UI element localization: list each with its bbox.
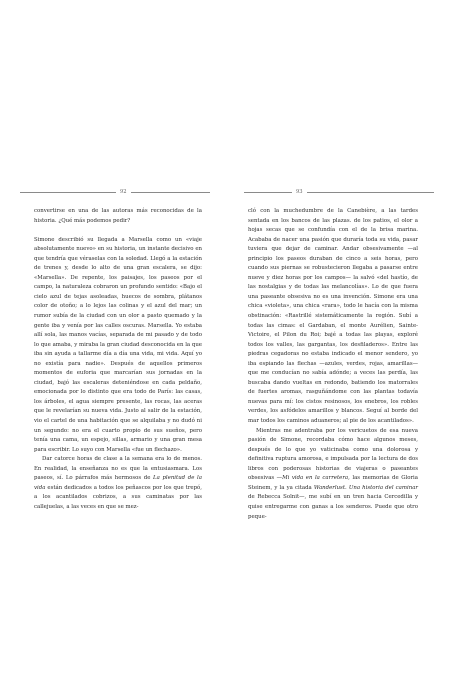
paragraph xyxy=(34,236,202,456)
header-rule xyxy=(307,192,434,193)
text-run: , las memorias de Gloria Steinem, y la ya citada xyxy=(248,475,418,491)
text-run: Dar catorce horas de clase a la semana era lo de menos. En realidad, la enseñanza no es que la entusiasmara. Los paseos, sí. Lo párrafos más hermosos de xyxy=(34,456,202,482)
right-page-header xyxy=(244,189,434,195)
paragraph xyxy=(248,427,418,522)
right-page xyxy=(226,0,452,698)
header-rule xyxy=(20,192,116,193)
text-run: cló con la muchedumbre de la Canebière, a las tardes sentada en los bancos de las plazas. de los patios, el olor a hojas secas que se confundía con el de la brisa marina. Acababa de nacer una pasión que duraría toda su vida, pasar tuviera que dejar de caminar. Andar obsesivamente —al principio los paseos duraban de cinco a seis horas, pero cuando sus piernas se robustecieron llegaba a pasarse entre nueve y diez horas por los campos— la salvó «del hastío, de las nostalgias y de todas las melancolías». Lo de que fuera una paseante obsesiva no es una invención. Simone era una chica «violeta», una chica «rara», todo le hacía con la misma obstinación: «Rastrillé sistemáticamente la región. Subí a todas las cimas: el Gardaban, el monte Aurélien, Sainte-Victoire, el Pilon du Roi; bajé a todas las playas, exploré todos los valles, las gargantas, los desfiladeros». Entre las piedras cegadoras no estaba indicado el menor sendero, yo iba espiando las flechas —azules, verdes, rojas, amarillas— que me conducían no sabía adónde; a veces las perdía, las buscaba dando vueltas en redondo, batiendo los matorrales de fuertes aromas, rasguñándome con las plantas todavía nuevas para mí: los cistos resinosos, los enebros, los robles verdes, los asfódelos amarillos y blancos. Seguí al borde del mar todos los caminos aduaneros; al pie de los acantilados». xyxy=(248,208,418,425)
left-page-body xyxy=(34,207,202,513)
header-rule xyxy=(131,192,210,193)
italic-title: La plenitud de la vida xyxy=(34,475,202,491)
text-run: están dedicados a todos los peñascos por los que trepó, a los acantilados cobrizos, a sus caminatas por las callejuelas, a las veces en que se mez- xyxy=(34,484,202,510)
italic-title: Mi vida en la carretera xyxy=(282,475,349,482)
text-run: de Rebecca Solnit—, me subí en un tren hacia Cercedilla y quise entregarme con ganas a los senderos. Puede que otro peque- xyxy=(248,494,418,520)
text-run: convertirse en una de las autoras más reconocidas de la historia. ¿Qué más podemos pedir? xyxy=(34,208,202,224)
right-page-body xyxy=(248,207,418,522)
paragraph xyxy=(248,207,418,427)
paragraph xyxy=(34,455,202,512)
text-run: Simone describió su llegada a Marsella como un «viaje absolutamente nuevo» en su historia, un instante decisivo en que tendría que véraselas con la soledad. Llegó a la estación de trenes y, desde lo alto de una gran escalera, se dijo: «Marsella». De repente, los paisajes, los paseos por el campo, la naturaleza cobraron un profundo sentido: «Bajo el cielo azul de tejas asoleadas, huecos de sombra, plátanos color de otoño; a lo lejos las colinas y el azul del mar; un rumor subía de la ciudad con un olor a pasto quemado y la gente iba y venía por las calles oscuras. Marsella. Yo estaba allí sola, las manos vacías, separada de mi pasado y de todo lo que amaba, y miraba la gran ciudad desconocida en la que iba sin ayuda a tallarme día a día una vida, mi vida. Aquí yo no existía para nadie». Después de aquellos primeros momentos de euforia que marcarían sus jornadas en la ciudad, bajó las escaleras deteniéndose en cada peldaño, emocionada por lo distinto que era todo de París: las casas, los árboles, el agua siempre presente, las rocas, las aceras que le revelarían su nueva vida. Justo al salir de la estación, vio el cartel de una habitación que se alquilaba y no dudó ni un segundo: no era el cuarto propio de sus sueños, pero tenía una cama, un espejo, sillas, armario y una gran mesa para escribir. Lo suyo con Marsella «fue un flechazo». xyxy=(34,236,202,453)
text-run: Mientras me adentraba por los vericuetos de esa nueva pasión de Simone, recordaba cómo hace algunos meses, después de lo que yo vaticinaba como una dolorosa y definitiva ruptura amorosa, e impulsada por la lectura de dos libros con poderosas historias de viajeras o paseantes obsesivas — xyxy=(248,427,418,482)
page-number: 92 xyxy=(120,189,127,195)
italic-title: Wanderlust. Una historia del caminar xyxy=(313,484,418,491)
page-number: 93 xyxy=(296,189,303,195)
paragraph xyxy=(34,207,202,226)
header-rule xyxy=(244,192,292,193)
left-page-header xyxy=(20,189,210,195)
